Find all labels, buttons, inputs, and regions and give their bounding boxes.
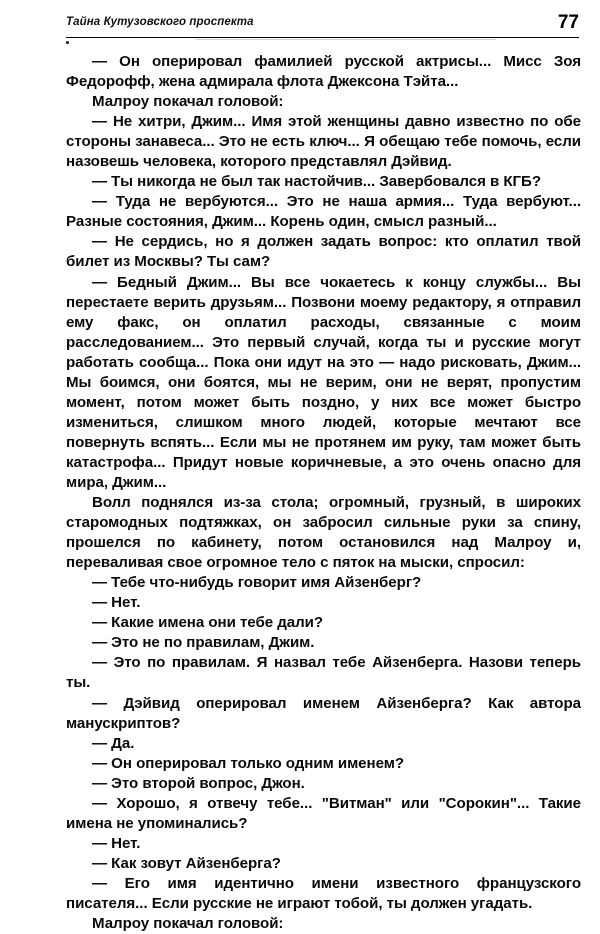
paragraph: Малроу покачал головой: xyxy=(92,915,284,933)
paragraph: — Он оперировал фамилией русской актрисы... Мисс Зоя Федорофф, жена адмирала флота Джексона Тэйта... xyxy=(66,53,581,91)
paragraph: — Он оперировал только одним именем? xyxy=(92,754,405,772)
paragraph: — Хорошо, я отвечу тебе... "Витман" или "Сорокин"... Такие имена не упоминались? xyxy=(66,794,581,832)
paragraph: — Как зовут Айзенберга? xyxy=(92,854,281,872)
running-head-title: Тайна Кутузовского проспекта xyxy=(66,16,254,28)
paragraph: — Тебе что-нибудь говорит имя Айзенберг? xyxy=(92,574,422,592)
paragraph: — Какие имена они тебе дали? xyxy=(92,614,324,632)
paragraph: — Не хитри, Джим... Имя этой женщины давно известно по обе стороны занавеса... Это не есть ключ... Я обещаю тебе помочь, если назовешь человека, которого представлял Дэйвид. xyxy=(66,113,581,171)
header-rule-artifact xyxy=(196,39,496,40)
paragraph: — Его имя идентично имени известного французского писателя... Если русские не играют тобой, ты должен угадать. xyxy=(66,874,581,912)
paragraph: — Это не по правилам, Джим. xyxy=(92,634,315,652)
paragraph: — Нет. xyxy=(92,594,141,612)
paragraph: — Это второй вопрос, Джон. xyxy=(92,774,305,792)
paragraph: — Туда не вербуются... Это не наша армия... Туда вербуют... Разные состояния, Джим... Корень один, смысл разный... xyxy=(66,193,581,231)
page-number: 77 xyxy=(557,12,579,33)
header-rule xyxy=(66,37,579,38)
paragraph: — Нет. xyxy=(92,834,141,852)
paragraph: — Да. xyxy=(92,734,135,752)
paragraph: — Ты никогда не был так настойчив... Завербовался в КГБ? xyxy=(92,173,542,191)
body-text-block xyxy=(66,52,581,934)
paragraph: Волл поднялся из-за стола; огромный, грузный, в широких старомодных подтяжках, он забросил сильные руки за спину, прошелся по кабинету, потом остановился над Малроу и, переваливая свое огромное тело с пяток на мыски, спросил: xyxy=(66,494,581,572)
paragraph: — Не сердись, но я должен задать вопрос: кто оплатил твой билет из Москвы? Ты сам? xyxy=(66,233,581,271)
paragraph: — Это по правилам. Я назвал тебе Айзенберга. Назови теперь ты. xyxy=(66,654,581,692)
paragraph: Малроу покачал головой: xyxy=(92,93,284,111)
scan-speck-artifact xyxy=(66,41,69,44)
paragraph: — Бедный Джим... Вы все чокаетесь к концу службы... Вы перестаете верить друзьям... Позвони моему редактору, я отправил ему факс, он оплатил расходы, связанные с моим расследованием... Это первый случай, когда ты и русские могут работать сообща... Пока они идут на это — надо рисковать, Джим... Мы боимся, они боятся, мы не верим, они не верят, пропустим момент, потом может быть поздно, у них все может быстро измениться, слишком много людей, которые мечтают все повернуть вспять... Если мы не протянем им руку, там может быть катастрофа... Придут новые коричневые, а это очень опасно для мира, Джим... xyxy=(66,273,581,491)
running-head xyxy=(66,12,579,42)
paragraph: — Дэйвид оперировал именем Айзенберга? Как автора манускриптов? xyxy=(66,694,581,732)
